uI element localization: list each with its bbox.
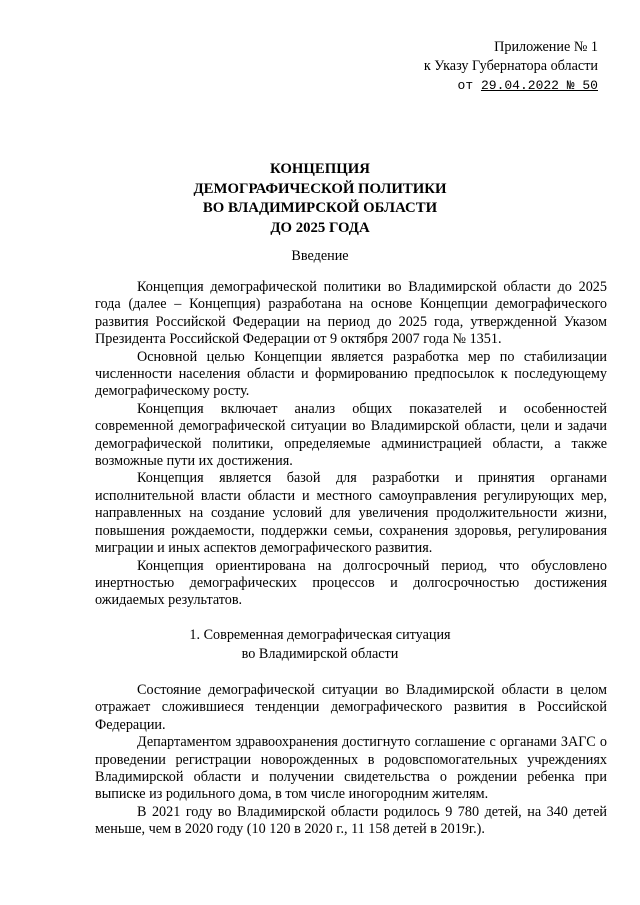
paragraph: Концепция включает анализ общих показателей и особенностей современной демографической ситуации во Владимирской области, цели и задачи демографической политики, определяемые администрацией области, а также возможные пути их достижения. (95, 400, 607, 470)
section1-heading-line1: 1. Современная демографическая ситуация (189, 627, 451, 643)
title-line: КОНЦЕПЦИЯ (270, 161, 370, 177)
paragraph: Состояние демографической ситуации во Владимирской области в целом отражает сложившиеся тенденции демографического развития в Российской Федерации. (95, 682, 607, 733)
title-line: ВО ВЛАДИМИРСКОЙ ОБЛАСТИ (202, 200, 438, 216)
document-title (0, 160, 640, 238)
appendix-ref-value: 29.04.2022 № 50 (480, 78, 598, 93)
paragraph: Концепция демографической политики во Владимирской области до 2025 года (далее – Концепция) разработана на основе Концепции демографического развития Российской Федерации на период до 2025 года, утвержденной Указом Президента Российской Федерации от 9 октября 2007 года № 1351. (95, 279, 607, 348)
paragraph: Концепция является базой для разработки и принятия органами исполнительной власти области и местного самоуправления регулирующих мер, направленных на создание условий для увеличения продолжительности жизни, повышения рождаемости, поддержки семьи, сохранения здоровья, регулирования миграции и иных аспектов демографического развития. (95, 470, 607, 557)
section1-body (95, 682, 607, 839)
intro-body (95, 279, 607, 610)
paragraph: Концепция ориентирована на долгосрочный период, что обусловлено инертностью демографических процессов и долгосрочностью достижения ожидаемых результатов. (95, 557, 607, 609)
section1-heading (0, 626, 640, 664)
appendix-decree: к Указу Губернатора области (423, 58, 598, 74)
appendix-title: Приложение № 1 (494, 39, 598, 55)
title-line: ДЕМОГРАФИЧЕСКОЙ ПОЛИТИКИ (193, 180, 447, 197)
appendix-ref-prefix: от (457, 78, 474, 93)
appendix-reference (424, 76, 598, 95)
appendix-block (424, 38, 598, 95)
paragraph: Основной целью Концепции является разработка мер по стабилизации численности населения области и формированию предпосылок к последующему демографическому росту. (95, 348, 607, 400)
title-line: ДО 2025 ГОДА (270, 219, 370, 236)
paragraph: В 2021 году во Владимирской области родилось 9 780 детей, на 340 детей меньше, чем в 2020 году (10 120 в 2020 г., 11 158 детей в 2019г.). (95, 803, 607, 838)
paragraph: Департаментом здравоохранения достигнуто соглашение с органами ЗАГС о проведении регистрации новорожденных в родовспомогательных учреждениях Владимирской области и получении свидетельства о рождении ребенка при выписке из родильного дома, в том числе иногородним жителям. (95, 734, 607, 803)
intro-heading: Введение (291, 248, 349, 264)
section1-heading-line2: во Владимирской области (241, 646, 399, 662)
